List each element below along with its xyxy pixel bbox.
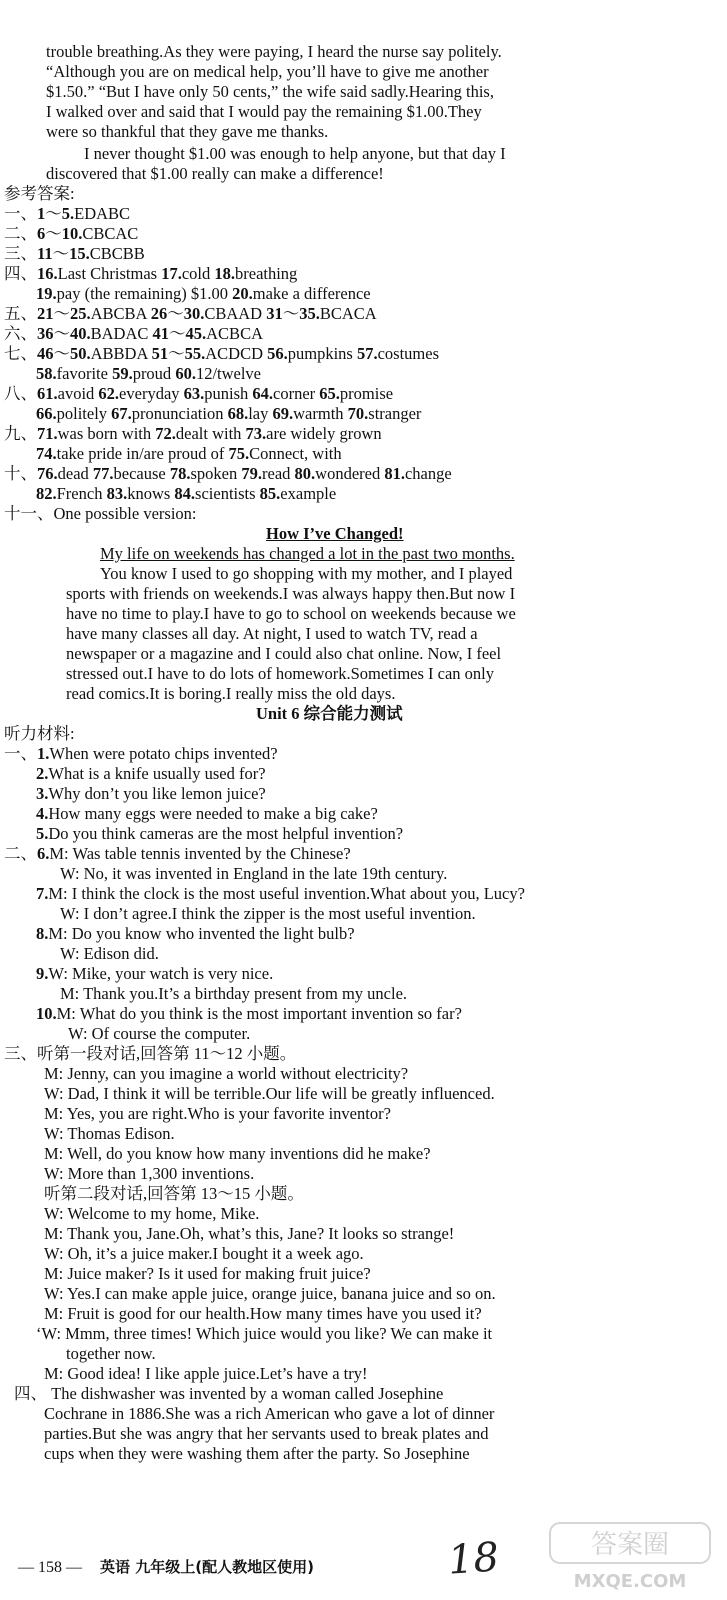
- text-line: [46, 122, 328, 142]
- question-number: 3.: [36, 784, 49, 803]
- text-line: [4, 424, 382, 444]
- text-segment: M: Thank you, Jane.Oh, what’s this, Jane? It looks so strange!: [44, 1224, 455, 1243]
- question-number: 45.: [185, 324, 207, 343]
- text-segment: together now.: [66, 1344, 156, 1363]
- text-line: [36, 1004, 462, 1024]
- question-number: 64.: [252, 384, 274, 403]
- text-line: [44, 1084, 495, 1104]
- text-line: [46, 164, 384, 184]
- text-line: [44, 1184, 304, 1204]
- text-segment: spoken: [190, 464, 242, 483]
- text-segment: W: Yes.I can make apple juice, orange juice, banana juice and so on.: [44, 1284, 496, 1303]
- question-number: 58.: [36, 364, 57, 383]
- text-segment: 一、: [4, 744, 37, 763]
- text-segment: 九、: [4, 424, 37, 443]
- text-segment: My life on weekends has changed a lot in the past two months.: [100, 544, 515, 563]
- question-number: 85.: [259, 484, 281, 503]
- text-line: [36, 924, 355, 944]
- text-line: [4, 204, 130, 224]
- text-segment: lay: [248, 404, 273, 423]
- question-number: 41: [152, 324, 170, 343]
- text-segment: M: Thank you.It’s a birthday present from my uncle.: [60, 984, 408, 1003]
- text-segment: cold: [181, 264, 215, 283]
- text-segment: 十一、One possible version:: [4, 504, 197, 523]
- text-segment: $1.50.” “But I have only 50 cents,” the wife said sadly.Hearing this,: [46, 82, 494, 101]
- question-number: 5.: [36, 824, 49, 843]
- question-number: 59.: [112, 364, 133, 383]
- text-segment: 三、: [4, 244, 37, 263]
- question-number: 78.: [169, 464, 191, 483]
- question-number: 19.: [36, 284, 57, 303]
- text-segment: ABBDA: [90, 344, 152, 363]
- question-number: 8.: [36, 924, 49, 943]
- question-number: 35.: [299, 304, 320, 323]
- watermark-logo: [540, 1515, 720, 1595]
- question-number: 18.: [214, 264, 235, 283]
- watermark-text: 答案圈: [590, 1530, 670, 1560]
- text-segment: W: Mike, your watch is very nice.: [48, 964, 274, 983]
- text-segment: CBCAC: [82, 224, 139, 243]
- text-segment: 一、: [4, 204, 37, 223]
- text-line: [4, 464, 452, 484]
- question-number: 77.: [92, 464, 114, 483]
- text-segment: were so thankful that they gave me thanks.: [46, 122, 329, 141]
- text-line: [4, 304, 377, 324]
- text-segment: 三、听第一段对话,回答第 11～12 小题。: [4, 1044, 297, 1063]
- question-number: 10.: [61, 224, 83, 243]
- text-segment: French: [56, 484, 107, 503]
- text-segment: was born with: [57, 424, 156, 443]
- text-segment: dead: [57, 464, 93, 483]
- text-segment: read comics.It is boring.I really miss the old days.: [66, 684, 396, 703]
- text-segment: ～: [53, 324, 70, 343]
- question-number: 69.: [272, 404, 294, 423]
- text-line: [4, 344, 439, 364]
- text-segment: ～: [282, 304, 300, 323]
- text-line: [4, 744, 278, 764]
- text-segment: 四、 The dishwasher was invented by a woman called Josephine: [14, 1384, 444, 1403]
- text-line: [44, 1264, 371, 1284]
- question-number: 51: [151, 344, 169, 363]
- text-segment: 听力材料:: [4, 724, 75, 743]
- text-segment: How I’ve Changed!: [266, 524, 404, 543]
- text-segment: M: Yes, you are right.Who is your favorite inventor?: [44, 1104, 391, 1123]
- text-segment: M: What do you think is the most important invention so far?: [56, 1004, 462, 1023]
- text-line: [36, 364, 261, 384]
- text-line: [66, 624, 478, 644]
- question-number: 57.: [356, 344, 378, 363]
- question-number: 65.: [319, 384, 340, 403]
- text-segment: ACDCD: [205, 344, 268, 363]
- question-number: 11: [37, 244, 53, 263]
- text-line: [36, 764, 266, 784]
- text-line: [256, 704, 403, 724]
- text-segment: W: Thomas Edison.: [44, 1124, 175, 1143]
- text-line: [44, 1064, 408, 1084]
- text-segment: politely: [56, 404, 112, 423]
- question-number: 75.: [228, 444, 250, 463]
- text-segment: W: More than 1,300 inventions.: [44, 1164, 255, 1183]
- text-segment: warmth: [293, 404, 348, 423]
- question-number: 15.: [69, 244, 90, 263]
- watermark-url: MXQE.COM: [573, 1571, 687, 1592]
- text-segment: are widely grown: [266, 424, 382, 443]
- question-number: 63.: [183, 384, 205, 403]
- text-segment: cups when they were washing them after the party. So Josephine: [44, 1444, 470, 1463]
- text-segment: Connect, with: [249, 444, 342, 463]
- text-segment: Cochrane in 1886.She was a rich American who gave a lot of dinner: [44, 1404, 495, 1423]
- text-segment: M: Good idea! I like apple juice.Let’s have a try!: [44, 1364, 368, 1383]
- text-line: [46, 82, 494, 102]
- text-segment: everyday: [119, 384, 184, 403]
- text-segment: stranger: [368, 404, 422, 423]
- question-number: 20.: [232, 284, 253, 303]
- text-segment: costumes: [377, 344, 440, 363]
- question-number: 46: [37, 344, 54, 363]
- text-segment: take pride in/are proud of: [56, 444, 229, 463]
- text-line: [100, 564, 512, 584]
- text-segment: have no time to play.I have to go to school on weekends because we: [66, 604, 516, 623]
- text-segment: M: Juice maker? Is it used for making fruit juice?: [44, 1264, 371, 1283]
- text-line: [36, 824, 403, 844]
- text-line: [60, 944, 159, 964]
- text-segment: You know I used to go shopping with my mother, and I played: [100, 564, 513, 583]
- text-line: [4, 724, 75, 744]
- question-number: 72.: [155, 424, 176, 443]
- question-number: 40.: [70, 324, 91, 343]
- question-number: 26: [150, 304, 168, 323]
- text-segment: CBAAD: [204, 304, 267, 323]
- text-segment: 听第二段对话,回答第 13～15 小题。: [44, 1184, 304, 1203]
- question-number: 73.: [245, 424, 267, 443]
- text-line: [60, 864, 447, 884]
- text-segment: pay (the remaining) $1.00: [56, 284, 233, 303]
- question-number: 4.: [36, 804, 49, 823]
- text-segment: 六、: [4, 324, 37, 343]
- text-line: [46, 62, 489, 82]
- text-segment: 四、: [4, 264, 37, 283]
- question-number: 31: [266, 304, 283, 323]
- text-line: [36, 484, 336, 504]
- text-segment: 二、: [4, 224, 37, 243]
- text-line: [44, 1124, 175, 1144]
- text-line: [36, 444, 342, 464]
- question-number: 17.: [161, 264, 182, 283]
- text-line: [36, 804, 378, 824]
- text-segment: 12/twelve: [195, 364, 262, 383]
- handwritten-page-number: 18: [446, 1534, 501, 1584]
- essay-title: [266, 524, 404, 544]
- text-segment: ～: [53, 344, 70, 363]
- question-number: 6.: [37, 844, 50, 863]
- text-line: [44, 1404, 494, 1424]
- question-number: 56.: [267, 344, 288, 363]
- text-segment: ～: [168, 344, 185, 363]
- text-segment: BADAC: [90, 324, 153, 343]
- text-segment: read: [262, 464, 295, 483]
- text-segment: W: Dad, I think it will be terrible.Our life will be greatly influenced.: [44, 1084, 495, 1103]
- text-segment: ～: [45, 204, 62, 223]
- text-segment: M: Jenny, can you imagine a world without electricity?: [44, 1064, 409, 1083]
- question-number: 9.: [36, 964, 49, 983]
- text-line: [60, 904, 476, 924]
- text-line: [46, 42, 502, 62]
- question-number: 84.: [174, 484, 196, 503]
- text-segment: make a difference: [252, 284, 371, 303]
- text-line: [66, 584, 515, 604]
- text-line: [4, 504, 196, 524]
- text-line: [44, 1244, 364, 1264]
- text-segment: W: Oh, it’s a juice maker.I bought it a week ago.: [44, 1244, 364, 1263]
- text-segment: W: Of course the computer.: [68, 1024, 251, 1043]
- question-number: 66.: [36, 404, 57, 423]
- text-segment: What is a knife usually used for?: [48, 764, 266, 783]
- text-line: [66, 604, 516, 624]
- question-number: 83.: [106, 484, 128, 503]
- text-segment: I never thought $1.00 was enough to help anyone, but that day I: [84, 144, 506, 163]
- text-segment: M: I think the clock is the most useful invention.What about you, Lucy?: [48, 884, 525, 903]
- text-segment: Why don’t you like lemon juice?: [48, 784, 266, 803]
- text-line: [66, 1344, 156, 1364]
- text-line: [60, 984, 407, 1004]
- text-line: [4, 844, 351, 864]
- question-number: 36: [37, 324, 54, 343]
- text-line: [44, 1284, 496, 1304]
- text-segment: W: Welcome to my home, Mike.: [44, 1204, 260, 1223]
- text-line: [4, 224, 138, 244]
- text-line: [44, 1364, 367, 1384]
- question-number: 70.: [347, 404, 369, 423]
- text-segment: dealt with: [175, 424, 246, 443]
- text-line: [4, 384, 393, 404]
- text-segment: 参考答案:: [4, 184, 75, 203]
- text-segment: ～: [52, 244, 70, 263]
- question-number: 7.: [36, 884, 49, 903]
- text-segment: 二、: [4, 844, 37, 863]
- text-line: [36, 784, 266, 804]
- text-segment: change: [404, 464, 452, 483]
- text-line: [44, 1144, 431, 1164]
- text-segment: W: No, it was invented in England in the late 19th century.: [60, 864, 448, 883]
- text-segment: ～: [169, 324, 186, 343]
- text-segment: have many classes all day. At night, I used to watch TV, read a: [66, 624, 478, 643]
- text-segment: corner: [273, 384, 320, 403]
- question-number: 71.: [37, 424, 58, 443]
- text-segment: trouble breathing.As they were paying, I heard the nurse say politely.: [46, 42, 502, 61]
- text-segment: wondered: [315, 464, 385, 483]
- text-line: [36, 1324, 492, 1344]
- text-segment: newspaper or a magazine and I could also chat online. Now, I feel: [66, 644, 502, 663]
- question-number: 79.: [241, 464, 262, 483]
- question-number: 21: [37, 304, 54, 323]
- text-segment: ABCBA: [90, 304, 151, 323]
- text-segment: When were potato chips invented?: [49, 744, 278, 763]
- text-segment: ～: [53, 304, 70, 323]
- text-line: [44, 1424, 488, 1444]
- text-segment: How many eggs were needed to make a big cake?: [48, 804, 378, 823]
- text-segment: W: I don’t agree.I think the zipper is the most useful invention.: [60, 904, 476, 923]
- question-number: 25.: [70, 304, 91, 323]
- question-number: 2.: [36, 764, 49, 783]
- text-segment: pumpkins: [287, 344, 357, 363]
- book-subject-label: 英语 九年级上(配人教地区使用): [100, 1558, 314, 1576]
- text-segment: discovered that $1.00 really can make a difference!: [46, 164, 384, 183]
- question-number: 55.: [184, 344, 206, 363]
- question-number: 74.: [36, 444, 57, 463]
- text-segment: M: Do you know who invented the light bulb?: [48, 924, 355, 943]
- text-line: [36, 884, 525, 904]
- text-segment: ‘W: Mmm, three times! Which juice would you like? We can make it: [36, 1324, 493, 1343]
- text-segment: ACBCA: [206, 324, 263, 343]
- text-segment: scientists: [195, 484, 260, 503]
- text-line: [36, 404, 421, 424]
- question-number: 76.: [37, 464, 58, 483]
- text-segment: ～: [45, 224, 62, 243]
- question-number: 5.: [61, 204, 75, 223]
- text-line: [44, 1204, 259, 1224]
- text-segment: promise: [339, 384, 394, 403]
- text-segment: example: [280, 484, 337, 503]
- text-segment: BCACA: [319, 304, 377, 323]
- page-footer: [18, 1556, 314, 1577]
- question-number: 82.: [36, 484, 57, 503]
- text-line: [66, 644, 501, 664]
- text-segment: CBCBB: [89, 244, 145, 263]
- text-line: [66, 684, 395, 704]
- question-number: 81.: [384, 464, 405, 483]
- text-line: [4, 324, 263, 344]
- text-line: [84, 144, 506, 164]
- text-line: [46, 102, 482, 122]
- text-line: [44, 1224, 454, 1244]
- text-line: [14, 1384, 443, 1404]
- text-line: [44, 1104, 391, 1124]
- text-line: [4, 184, 75, 204]
- question-number: 30.: [183, 304, 205, 323]
- text-segment: stressed out.I have to do lots of homework.Sometimes I can only: [66, 664, 495, 683]
- text-line: [44, 1164, 254, 1184]
- text-segment: 五、: [4, 304, 37, 323]
- question-number: 16.: [37, 264, 58, 283]
- text-segment: because: [113, 464, 170, 483]
- text-segment: ～: [167, 304, 184, 323]
- text-line: [4, 1044, 296, 1064]
- text-segment: M: Fruit is good for our health.How many times have you used it?: [44, 1304, 482, 1323]
- question-number: 80.: [294, 464, 316, 483]
- question-number: 10.: [36, 1004, 57, 1023]
- text-segment: Unit 6 综合能力测试: [256, 704, 403, 723]
- text-segment: pronunciation: [131, 404, 228, 423]
- text-segment: 七、: [4, 344, 37, 363]
- text-segment: 十、: [4, 464, 37, 483]
- text-segment: parties.But she was angry that her servants used to break plates and: [44, 1424, 489, 1443]
- question-number: 50.: [70, 344, 91, 363]
- essay-first: [100, 544, 515, 564]
- question-number: 1: [37, 204, 46, 223]
- text-segment: Last Christmas: [57, 264, 162, 283]
- text-line: [4, 264, 297, 284]
- text-line: [66, 664, 494, 684]
- text-line: [44, 1304, 482, 1324]
- question-number: 61.: [37, 384, 58, 403]
- text-segment: I walked over and said that I would pay the remaining $1.00.They: [46, 102, 482, 121]
- question-number: 60.: [175, 364, 196, 383]
- text-segment: M: Well, do you know how many inventions did he make?: [44, 1144, 431, 1163]
- text-segment: punish: [204, 384, 253, 403]
- text-segment: EDABC: [74, 204, 131, 223]
- text-line: [36, 964, 273, 984]
- text-segment: favorite: [56, 364, 113, 383]
- text-segment: 八、: [4, 384, 37, 403]
- text-segment: Do you think cameras are the most helpful invention?: [48, 824, 404, 843]
- text-segment: proud: [132, 364, 176, 383]
- text-line: [44, 1444, 470, 1464]
- question-number: 68.: [227, 404, 249, 423]
- text-line: [68, 1024, 250, 1044]
- text-segment: M: Was table tennis invented by the Chinese?: [49, 844, 351, 863]
- text-line: [4, 244, 145, 264]
- text-segment: W: Edison did.: [60, 944, 159, 963]
- question-number: 62.: [98, 384, 120, 403]
- text-segment: breathing: [235, 264, 298, 283]
- question-number: 1.: [37, 744, 50, 763]
- text-segment: sports with friends on weekends.I was always happy then.But now I: [66, 584, 516, 603]
- page-number: — 158 —: [18, 1559, 82, 1576]
- question-number: 67.: [111, 404, 132, 423]
- text-segment: knows: [127, 484, 175, 503]
- question-number: 6: [37, 224, 46, 243]
- text-segment: “Although you are on medical help, you’ll have to give me another: [46, 62, 489, 81]
- text-segment: avoid: [57, 384, 99, 403]
- text-line: [36, 284, 371, 304]
